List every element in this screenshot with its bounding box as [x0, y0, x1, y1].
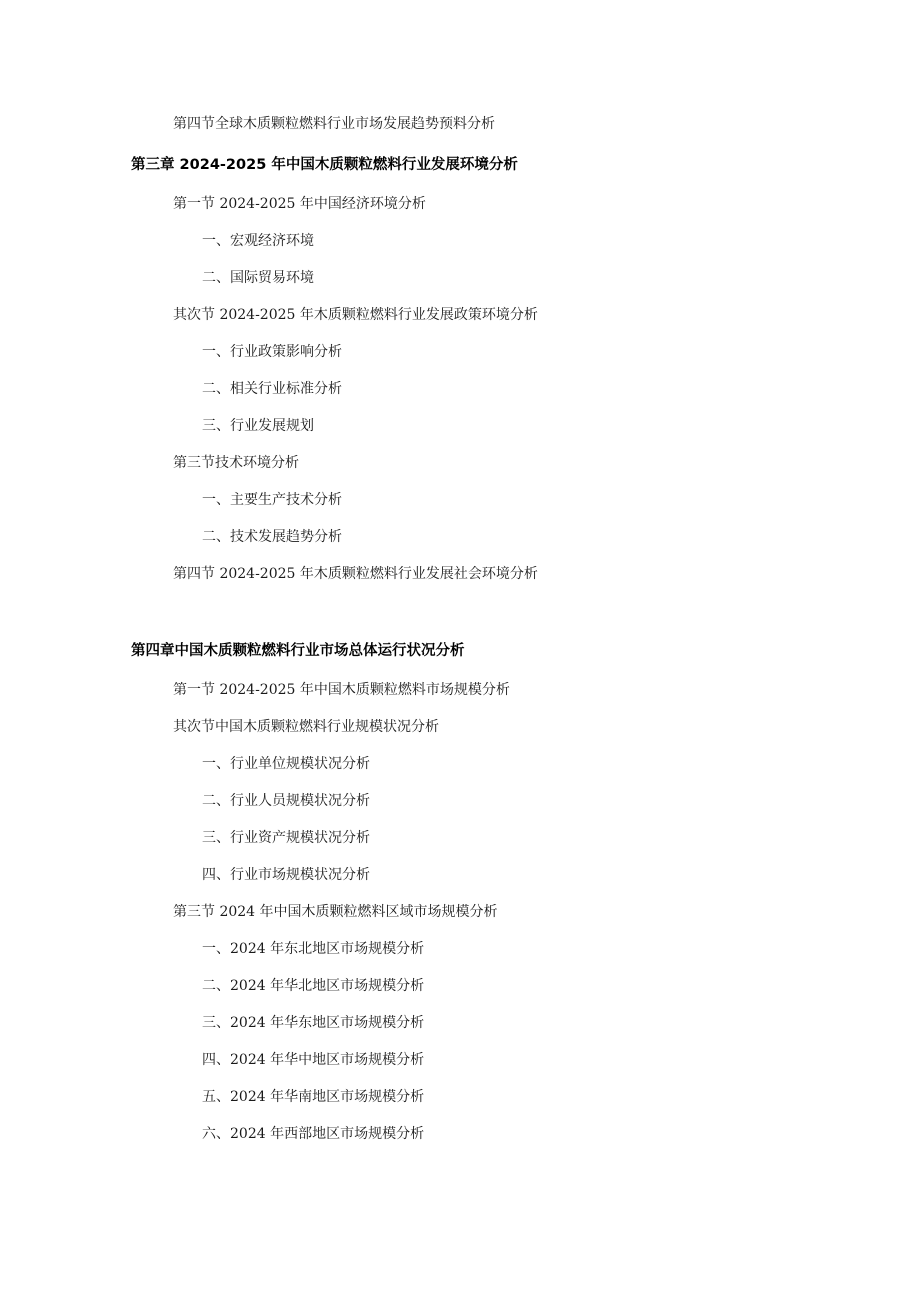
toc-ch4-s2-item-2: 二、行业人员规模状况分析 [202, 793, 370, 809]
toc-ch4-section-2: 其次节中国木质颗粒燃料行业规模状况分析 [173, 719, 439, 735]
toc-ch3-s1-item-1: 一、宏观经济环境 [202, 233, 314, 249]
toc-ch4-section-3: 第三节 2024 年中国木质颗粒燃料区域市场规模分析 [173, 904, 498, 920]
toc-ch4-s3-item-4: 四、2024 年华中地区市场规模分析 [202, 1052, 425, 1068]
toc-section-global-trend: 第四节全球木质颗粒燃料行业市场发展趋势预料分析 [173, 116, 495, 132]
toc-ch3-s2-item-2: 二、相关行业标准分析 [202, 381, 342, 397]
toc-ch3-section-3: 第三节技术环境分析 [173, 455, 299, 471]
toc-ch4-s3-item-1: 一、2024 年东北地区市场规模分析 [202, 941, 425, 957]
toc-ch4-s2-item-4: 四、行业市场规模状况分析 [202, 867, 370, 883]
toc-ch3-s1-item-2: 二、国际贸易环境 [202, 270, 314, 286]
toc-ch4-s2-item-1: 一、行业单位规模状况分析 [202, 756, 370, 772]
toc-ch3-section-1: 第一节 2024-2025 年中国经济环境分析 [173, 196, 426, 212]
toc-chapter-3-title: 第三章 2024-2025 年中国木质颗粒燃料行业发展环境分析 [131, 157, 518, 173]
toc-ch4-section-1: 第一节 2024-2025 年中国木质颗粒燃料市场规模分析 [173, 682, 510, 698]
toc-ch3-section-4: 第四节 2024-2025 年木质颗粒燃料行业发展社会环境分析 [173, 566, 538, 582]
toc-ch4-s3-item-3: 三、2024 年华东地区市场规模分析 [202, 1015, 425, 1031]
toc-chapter-4-title: 第四章中国木质颗粒燃料行业市场总体运行状况分析 [131, 643, 465, 659]
toc-ch4-s3-item-6: 六、2024 年西部地区市场规模分析 [202, 1126, 425, 1142]
toc-ch3-s3-item-1: 一、主要生产技术分析 [202, 492, 342, 508]
toc-ch3-section-2: 其次节 2024-2025 年木质颗粒燃料行业发展政策环境分析 [173, 307, 538, 323]
toc-ch3-s2-item-1: 一、行业政策影响分析 [202, 344, 342, 360]
toc-ch3-s2-item-3: 三、行业发展规划 [202, 418, 314, 434]
toc-ch3-s3-item-2: 二、技术发展趋势分析 [202, 529, 342, 545]
toc-ch4-s3-item-5: 五、2024 年华南地区市场规模分析 [202, 1089, 425, 1105]
toc-ch4-s3-item-2: 二、2024 年华北地区市场规模分析 [202, 978, 425, 994]
toc-ch4-s2-item-3: 三、行业资产规模状况分析 [202, 830, 370, 846]
